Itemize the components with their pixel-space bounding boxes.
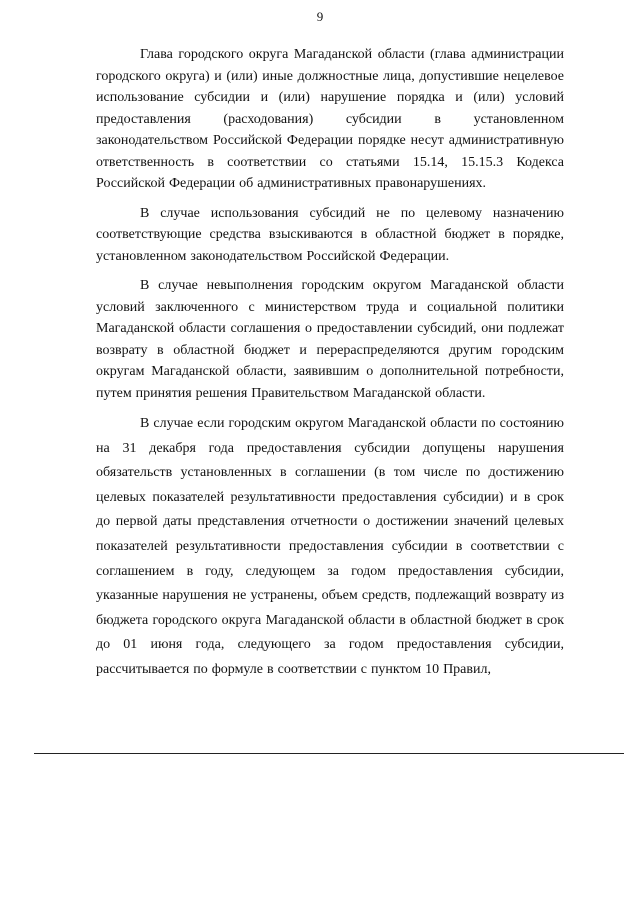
paragraph-misuse-recovery: В случае использования субсидий не по целевому назначению соответствующие средства взыскиваются в областной бюджет в порядке, установленном законодательством Российской Федерации.: [96, 205, 564, 264]
paragraph-liability: Глава городского округа Магаданской области (глава администрации городского округа) и (или) иные должностные лица, допустившие нецелевое использование субсидии и (или) нарушение порядка и (или) условий предоставления (расходования) субсидии в установленном законодательством Российской Федерации порядке несут административную ответственность в соответствии со статьями 15.14, 15.15.3 Кодекса Российской Федерации об административных правонарушениях.: [96, 47, 564, 191]
page-number: 9: [316, 9, 324, 24]
footer-divider: [34, 753, 624, 754]
paragraph-non-fulfillment: В случае невыполнения городским округом Магаданской области условий заключенного с министерством труда и социальной политики Магаданской области соглашения о предоставлении субсидий, они подлежат возврату в областной бюджет и перераспределяются другим городским округам Магаданской области, заявившим о дополнительной потребности, путем принятия решения Правительством Магаданской области.: [96, 278, 564, 401]
document-body: [96, 44, 564, 691]
paragraph-obligation-violations: В случае если городским округом Магаданской области по состоянию на 31 декабря года предоставления субсидии допущены нарушения обязательств установленных в соглашении (в том числе по достижению целевых показателей результативности предоставления субсидии) и в срок до первой даты представления отчетности о достижении значений целевых показателей результативности предоставления субсидии в соответствии с соглашением в году, следующем за годом предоставления субсидии, указанные нарушения не устранены, объем средств, подлежащий возврату из бюджета городского округа Магаданской области в областной бюджет в срок до 01 июня года, следующего за годом предоставления субсидии, рассчитывается по формуле в соответствии с пунктом 10 Правил,: [96, 416, 564, 677]
